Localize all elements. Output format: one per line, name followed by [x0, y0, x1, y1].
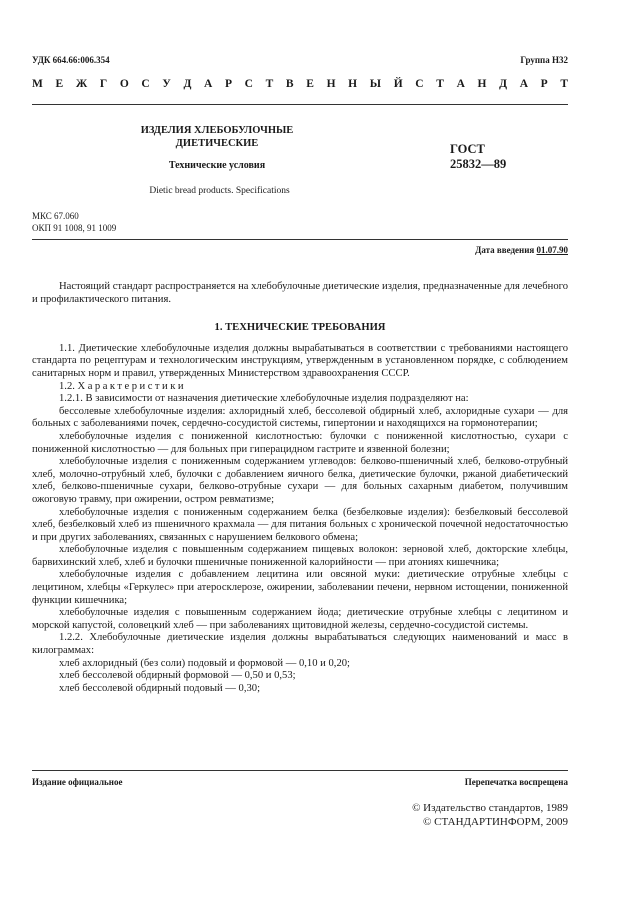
paragraph-high-fiber: хлебобулочные изделия с повышенным содержанием пищевых волокон: зерновой хлеб, докторские хлебцы, барвихинский хлеб, хлеб и булочки пшеничные пониженной калорийности — при атониях кишечника;	[32, 544, 568, 568]
intro-paragraph: Настоящий стандарт распространяется на хлебобулочные диетические изделия, предназначенные для лечебного и профилактического питания.	[32, 281, 568, 305]
english-title: Dietic bread products. Specifications	[149, 186, 290, 196]
copyright-line-2: © СТАНДАРТИНФОРМ, 2009	[423, 816, 568, 828]
paragraph-iodine: хлебобулочные изделия с повышенным содержанием йода; диетические отрубные хлебцы с лецитином и морской капустой, соловецкий хлеб — при заболеваниях щитовидной железы, сердечно-сосудистой системы.	[32, 607, 568, 631]
paragraph-salt-free: бессолевые хлебобулочные изделия: ахлоридный хлеб, бессолевой обдирный хлеб, ахлоридные сухари — для больных с заболеваниями почек, сердечно-сосудистой системы, гипертонии и находящихся на гормонотерапии;	[32, 405, 568, 430]
paragraph-1-2-number: 1.2.	[59, 380, 75, 392]
document-body	[32, 281, 568, 695]
section-heading: 1. ТЕХНИЧЕСКИЕ ТРЕБОВАНИЯ	[214, 322, 386, 334]
list-item: хлеб бессолевой обдирный подовый — 0,30;	[59, 682, 261, 694]
paragraph-lecithin: хлебобулочные изделия с добавлением лецитина или овсяной муки: диетические отрубные хлебцы с лецитином, хлебцы «Геркулес» при атеросклерозе, ожирении, заболевании печени, нервном истощении, пониженной функции кишечника;	[32, 569, 568, 606]
classification-codes	[32, 210, 116, 234]
paragraph-1-2	[32, 381, 568, 394]
effective-date	[475, 245, 568, 255]
paragraph-1-2-heading: Характеристики	[77, 380, 187, 392]
standard-banner: М Е Ж Г О С У Д А Р С Т В Е Н Н Ы Й С Т А Н Д А Р Т	[32, 78, 568, 90]
date-divider	[32, 239, 568, 240]
paragraph-low-carb: хлебобулочные изделия с пониженным содержанием углеводов: белково-пшеничный хлеб, белково-отрубный хлеб, молочно-отрубный хлеб, булочки с добавлением яичного белка, диетические булочки, ржаной диабетический хлеб, белково-пшеничные сухари, белково-отрубные сухари — для больных сахарным диабетом, получившим ожоговую травму, при ожирении, остром ревматизме;	[32, 456, 568, 505]
gost-label: ГОСТ	[450, 142, 485, 156]
paragraph-low-protein: хлебобулочные изделия с пониженным содержанием белка (безбелковые изделия): безбелковый бессолевой хлеб, безбелковый хлеб из пшеничного крахмала — для питания больных с хронической почечной недостаточностью и при других заболеваниях, связанных с нарушением белкового обмена;	[32, 506, 568, 543]
top-divider	[32, 104, 568, 105]
paragraph-1-2-2: 1.2.2. Хлебобулочные диетические изделия должны вырабатываться следующих наименований и масс в килограммах:	[32, 632, 568, 657]
okp-code: ОКП 91 1008, 91 1009	[32, 223, 117, 233]
gost-number: 25832—89	[450, 157, 507, 171]
paragraph-1-2-1: 1.2.1. В зависимости от назначения диетические хлебобулочные изделия подразделяют на:	[59, 393, 469, 405]
footer-divider	[32, 770, 568, 771]
gost-designation	[450, 142, 506, 172]
reprint-notice: Перепечатка воспрещена	[464, 777, 568, 787]
title-line-2: ДИЕТИЧЕСКИЕ	[175, 138, 259, 149]
effective-date-label: Дата введения	[475, 245, 535, 255]
document-subtitle: Технические условия	[168, 160, 266, 171]
udk-code: УДК 664.66:006.354	[32, 55, 110, 65]
mks-code: МКС 67.060	[32, 211, 79, 221]
group-code: Группа Н32	[520, 55, 568, 65]
effective-date-value: 01.07.90	[536, 245, 568, 255]
list-item: хлеб ахлоридный (без соли) подовый и формовой — 0,10 и 0,20;	[59, 657, 350, 669]
list-item: хлеб бессолевой обдирный формовой — 0,50 и 0,53;	[59, 670, 296, 682]
document-page	[32, 0, 568, 913]
paragraph-1-1: 1.1. Диетические хлебобулочные изделия должны вырабатываться в соответствии с требованиями настоящего стандарта по рецептурам и технологическим инструкциям, утвержденным в установленном порядке, с соблюдением санитарных норм и правил, утвержденных Министерством здравоохранения СССР.	[32, 342, 568, 379]
copyright	[412, 801, 568, 829]
title-line-1: ИЗДЕЛИЯ ХЛЕБОБУЛОЧНЫЕ	[140, 125, 294, 136]
paragraph-low-acid: хлебобулочные изделия с пониженной кислотностью: булочки с пониженной кислотностью, сухари с пониженной кислотностью — для больных при гиперацидном гастрите и язвенной болезни;	[32, 430, 568, 455]
official-edition: Издание официальное	[32, 777, 123, 787]
copyright-line-1: © Издательство стандартов, 1989	[412, 802, 568, 814]
document-title	[132, 124, 302, 150]
